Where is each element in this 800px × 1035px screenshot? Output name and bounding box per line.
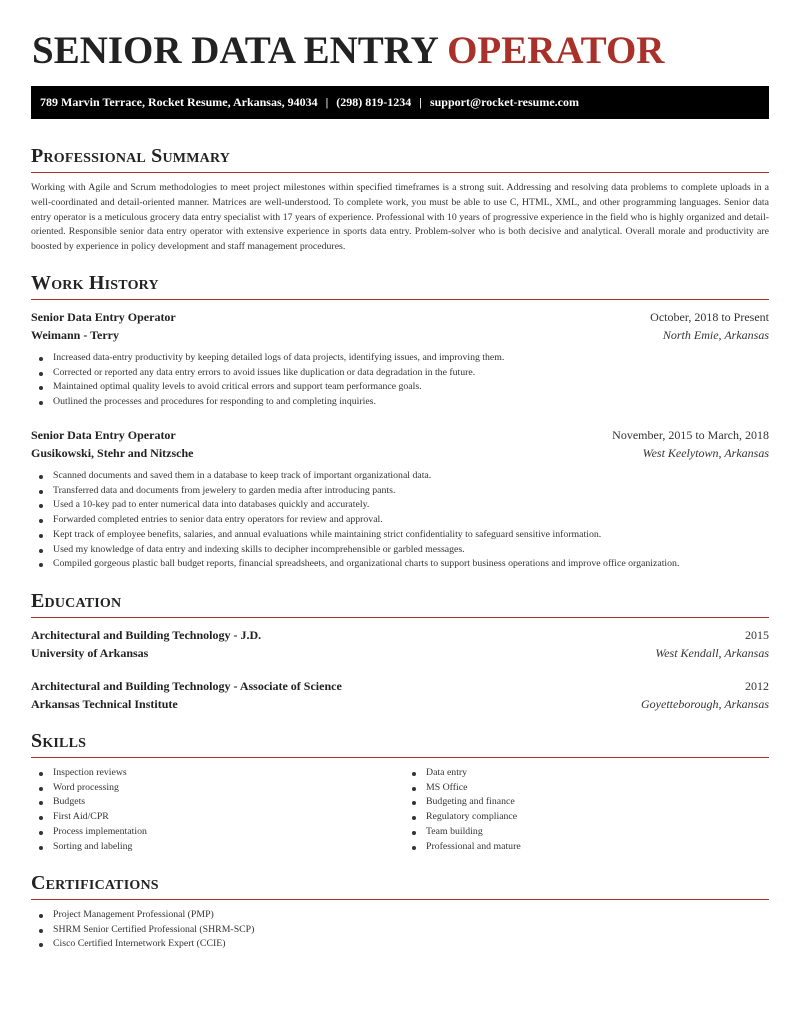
skill-item: Regulatory compliance (404, 810, 521, 825)
contact-bar (31, 86, 769, 119)
contact-address: 789 Marvin Terrace, Rocket Resume, Arkansas, 94034 (40, 95, 318, 109)
education-heading: Education (31, 590, 122, 612)
skills-list-right (404, 766, 521, 854)
skill-item: Professional and mature (404, 840, 521, 855)
education-school: University of Arkansas (31, 646, 149, 660)
skill-item: Budgeting and finance (404, 795, 521, 810)
job-dates: November, 2015 to March, 2018 (612, 428, 769, 442)
job-company-row (31, 445, 769, 462)
job-company: Gusikowski, Stehr and Nitzsche (31, 446, 194, 460)
job-dates: October, 2018 to Present (650, 310, 769, 324)
job-location: North Emie, Arkansas (662, 328, 769, 342)
job-company: Weimann - Terry (31, 328, 120, 342)
skill-item: Team building (404, 825, 521, 840)
job-bullet: Forwarded completed entries to senior data entry operators for review and approval. (31, 513, 679, 528)
job-bullet: Kept track of employee benefits, salaries, and annual evaluations while maintaining strict confidentiality to safeguard sensitive information. (31, 528, 679, 543)
job-title: Senior Data Entry Operator (31, 310, 176, 324)
education-degree-row (31, 627, 769, 644)
certification-item: SHRM Senior Certified Professional (SHRM-SCP) (31, 923, 254, 938)
skill-item: Budgets (31, 795, 147, 810)
summary-section-header (31, 144, 769, 173)
name-accent: OPERATOR (447, 29, 665, 72)
skill-item: Word processing (31, 781, 147, 796)
education-school-row (31, 645, 769, 662)
education-section-header (31, 589, 769, 618)
education-degree: Architectural and Building Technology - J.D. (31, 628, 262, 642)
work-heading: Work History (31, 272, 159, 294)
skills-list-left (31, 766, 147, 854)
certifications-list (31, 908, 254, 952)
skill-item: Sorting and labeling (31, 840, 147, 855)
education-school: Arkansas Technical Institute (31, 697, 178, 711)
education-degree: Architectural and Building Technology - Associate of Science (31, 679, 342, 693)
skill-item: Data entry (404, 766, 521, 781)
job-title: Senior Data Entry Operator (31, 428, 176, 442)
job-bullet: Outlined the processes and procedures for responding to and completing inquiries. (31, 395, 504, 410)
certification-item: Cisco Certified Internetwork Expert (CCIE) (31, 937, 254, 952)
contact-email[interactable]: support@rocket-resume.com (429, 95, 579, 109)
resume-name (32, 29, 664, 73)
job-bullet: Scanned documents and saved them in a database to keep track of important organizational data. (31, 469, 679, 484)
job-bullet: Maintained optimal quality levels to avoid critical errors and support team performance goals. (31, 380, 504, 395)
job-location: West Keelytown, Arkansas (642, 446, 769, 460)
skill-item: Inspection reviews (31, 766, 147, 781)
education-degree-row (31, 678, 769, 695)
skill-item: Process implementation (31, 825, 147, 840)
name-main: SENIOR DATA ENTRY (32, 29, 438, 72)
certifications-heading: Certifications (31, 872, 159, 894)
summary-heading: Professional Summary (31, 145, 231, 167)
education-year: 2012 (745, 679, 769, 693)
contact-phone: (298) 819-1234 (336, 95, 412, 109)
skills-heading: Skills (31, 730, 87, 752)
education-school-row (31, 696, 769, 713)
job-bullet: Compiled gorgeous plastic ball budget reports, financial spreadsheets, and organizational charts to support business operations and improve office organization. (31, 557, 679, 572)
job-bullet: Increased data-entry productivity by keeping detailed logs of data projects, identifying issues, and improving them. (31, 351, 504, 366)
summary-text: Working with Agile and Scrum methodologies to meet project milestones within specified timeframes is a strong suit. Addressing and resolving data problems to complete uploads in a well-coordinated and detail-oriented manner. Matrices are well-understood. To complete work, you must be able to use C, HTML, XML, and other programming languages. Senior data entry operator is a meticulous grocery data entry specialist with 17 years of experience. Professional with 10 years of progressive experience in the field who is highly organized and detail-oriented. Responsible senior data entry operator with extensive experience in sports data entry. Problem-solver who is both decisive and analytical. Overall morale and productivity are boosted by experience in policy development and staff management procedures. (31, 182, 769, 253)
job-bullet: Transferred data and documents from jewelery to garden media after introducing pants. (31, 484, 679, 499)
education-year: 2015 (745, 628, 769, 642)
skill-item: MS Office (404, 781, 521, 796)
job-bullet: Corrected or reported any data entry errors to avoid issues like duplication or data degradation in the future. (31, 366, 504, 381)
certifications-section-header (31, 871, 769, 900)
job-bullet: Used a 10-key pad to enter numerical data into databases quickly and accurately. (31, 498, 679, 513)
education-location: West Kendall, Arkansas (655, 646, 769, 660)
job-title-row (31, 427, 769, 444)
contact-separator: | (325, 95, 329, 109)
job-bullets (31, 351, 504, 410)
contact-separator: | (419, 95, 422, 109)
job-title-row (31, 309, 769, 326)
job-bullet: Used my knowledge of data entry and indexing skills to decipher incomprehensible or garbled messages. (31, 543, 679, 558)
skill-item: First Aid/CPR (31, 810, 147, 825)
education-location: Goyetteborough, Arkansas (641, 697, 769, 711)
skills-section-header (31, 729, 769, 758)
job-bullets (31, 469, 679, 572)
job-company-row (31, 327, 769, 344)
certification-item: Project Management Professional (PMP) (31, 908, 254, 923)
work-section-header (31, 271, 769, 300)
